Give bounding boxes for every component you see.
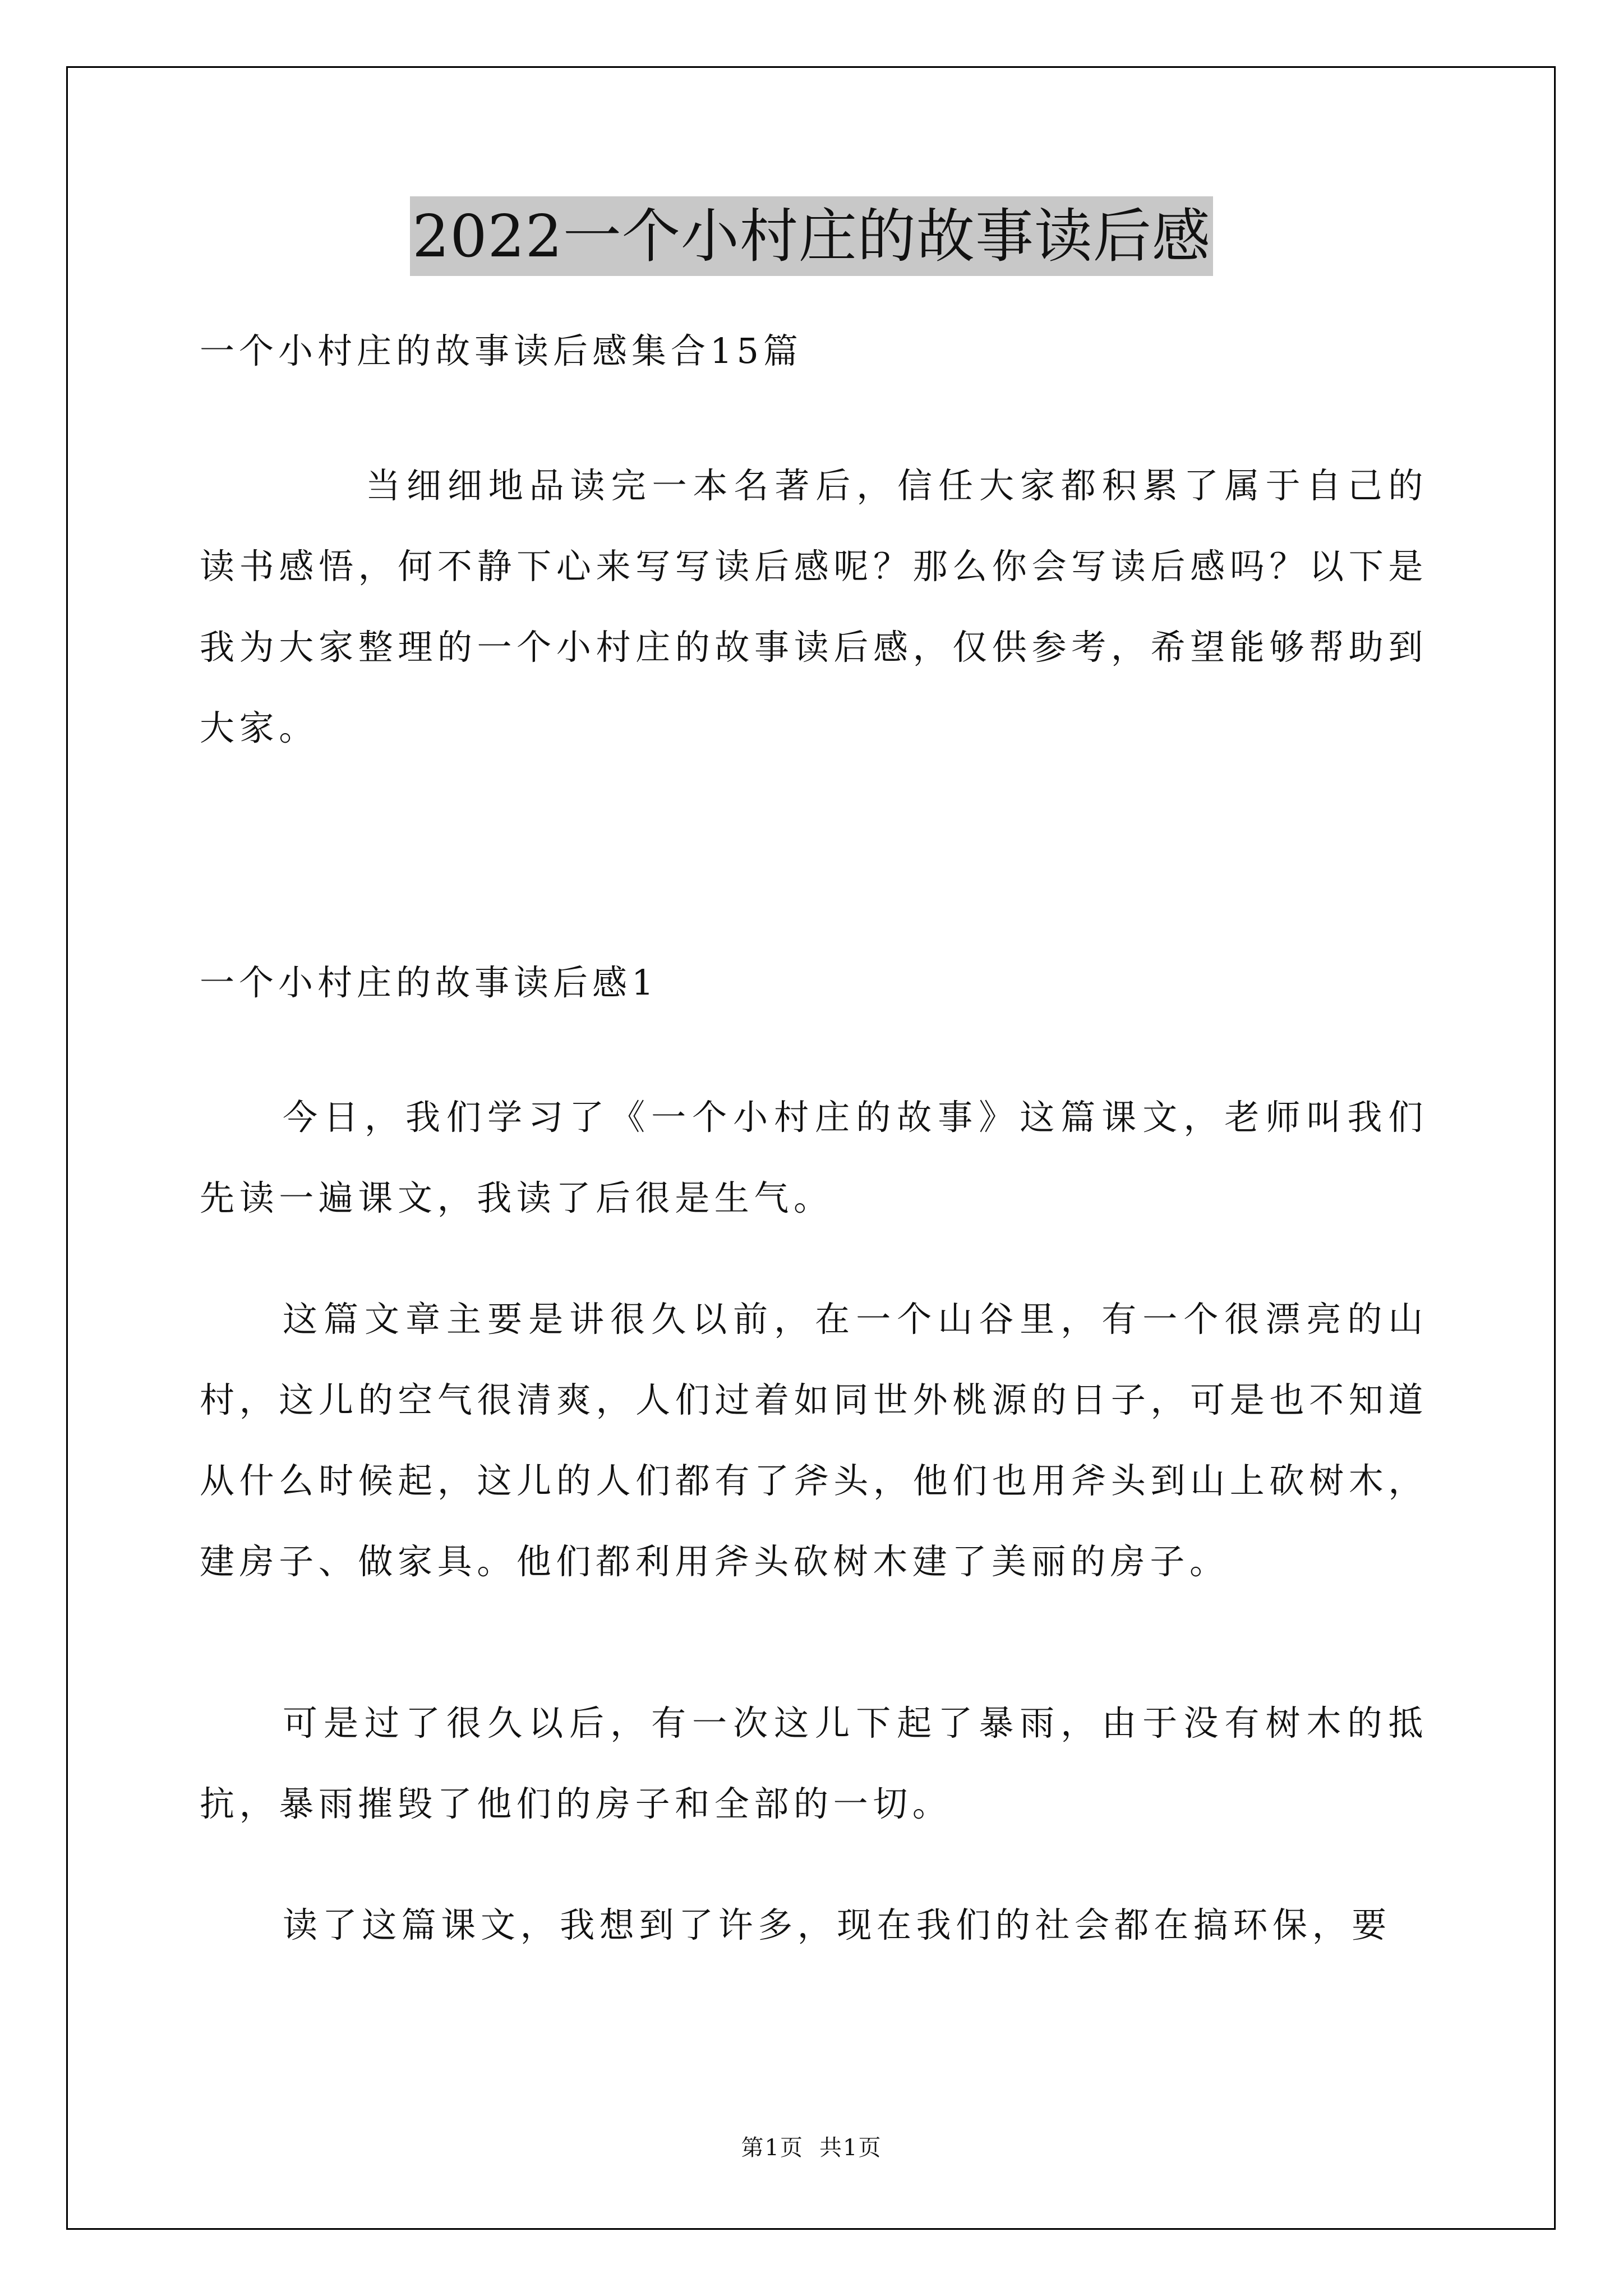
page-footer	[0, 2130, 1623, 2162]
paragraph-4: 读了这篇课文，我想到了许多，现在我们的社会都在搞环保，要	[283, 1904, 1391, 1945]
section-heading: 一个小村庄的故事读后感1	[200, 962, 658, 1003]
intro-paragraph: 当细细地品读完一本名著后，信任大家都积累了属于自己的读书感悟，何不静下心来写写读后感呢？那么你会写读后感吗？以下是我为大家整理的一个小村庄的故事读后感，仅供参考，希望能够帮助到大家。	[200, 465, 1428, 748]
paragraph-3: 可是过了很久以后，有一次这儿下起了暴雨，由于没有树木的抵抗，暴雨摧毁了他们的房子和全部的一切。	[200, 1703, 1428, 1824]
paragraph-1: 今日，我们学习了《一个小村庄的故事》这篇课文，老师叫我们先读一遍课文，我读了后很是生气。	[200, 1097, 1428, 1218]
page-number: 第1页	[741, 2135, 804, 2161]
page-total: 共1页	[819, 2135, 882, 2161]
page-title: 2022一个小村庄的故事读后感	[410, 196, 1213, 276]
subtitle: 一个小村庄的故事读后感集合15篇	[200, 330, 803, 371]
title-container	[0, 196, 1623, 276]
paragraph-2: 这篇文章主要是讲很久以前，在一个山谷里，有一个很漂亮的山村，这儿的空气很清爽，人们过着如同世外桃源的日子，可是也不知道从什么时候起，这儿的人们都有了斧头，他们也用斧头到山上砍树木，建房子、做家具。他们都利用斧头砍树木建了美丽的房子。	[200, 1299, 1428, 1582]
